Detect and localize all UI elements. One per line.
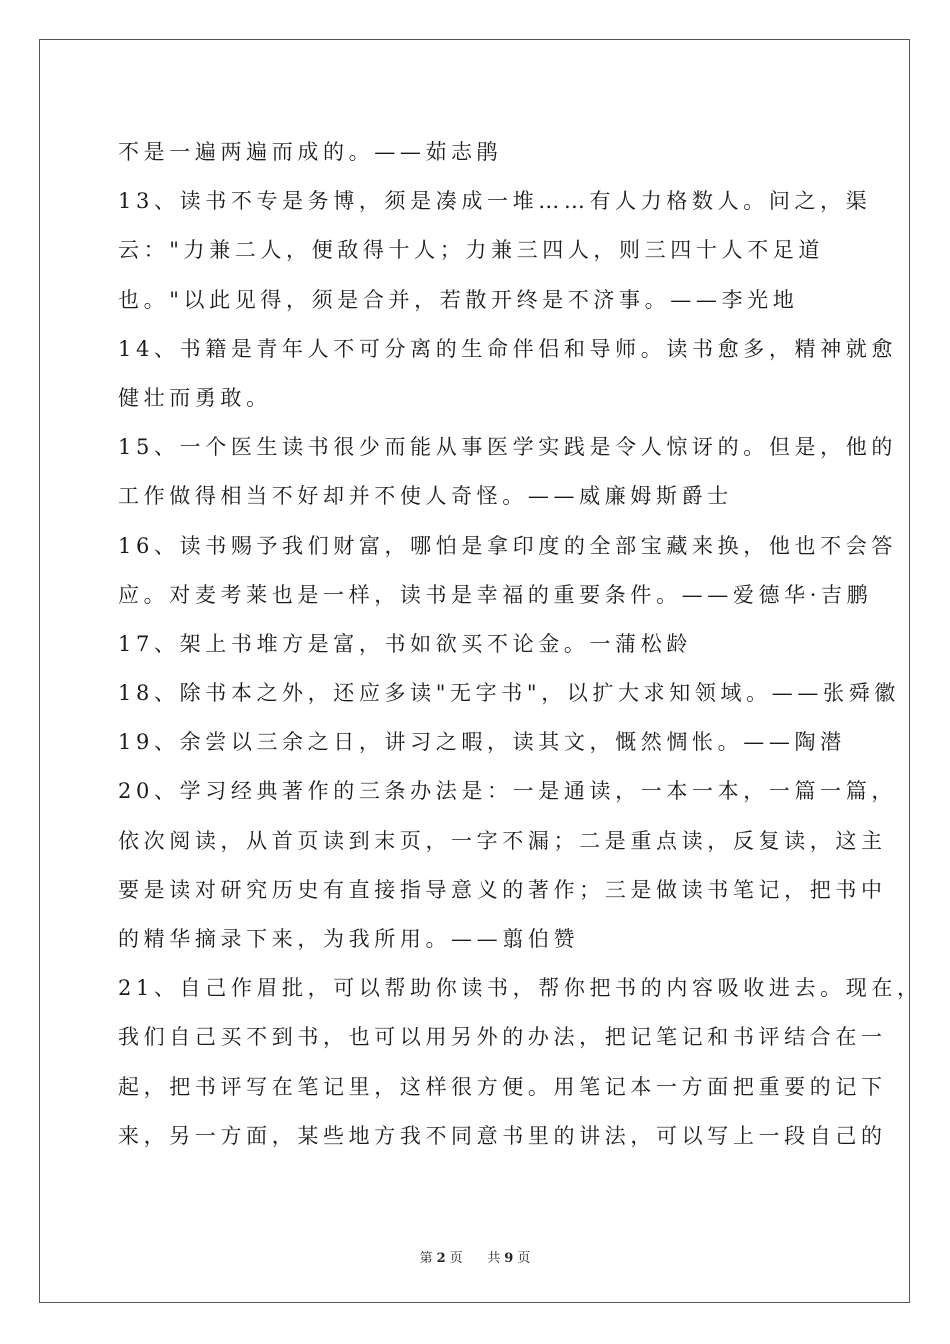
page-suffix: 页 [449,1251,463,1266]
text-line: 21、自己作眉批，可以帮助你读书，帮你把书的内容吸收进去。现在， [118,976,923,1001]
text-line: 15、一个医生读书很少而能从事医学实践是令人惊讶的。但是，他的 [118,435,897,460]
total-prefix: 共 [487,1251,501,1266]
text-line: 也。"以此见得，须是合并，若散开终是不济事。——李光地 [118,287,799,312]
text-line: 工作做得相当不好却并不使人奇怪。——威廉姆斯爵士 [118,484,733,509]
text-line: 起，把书评写在笔记里，这样很方便。用笔记本一方面把重要的记下 [118,1074,887,1099]
total-suffix: 页 [517,1251,531,1266]
text-line: 云："力兼二人，便敌得十人；力兼三四人，则三四十人不足道 [118,238,825,263]
page-prefix: 第 [419,1251,433,1266]
text-line: 不是一遍两遍而成的。——茹志鹃 [118,140,503,164]
page-footer [0,1247,950,1266]
page-number: 2 [436,1251,446,1266]
text-line: 我们自己买不到书，也可以用另外的办法，把记笔记和书评结合在一 [118,1025,887,1050]
text-line: 依次阅读，从首页读到末页，一字不漏；二是重点读，反复读，这主 [118,828,887,853]
text-line: 20、学习经典著作的三条办法是：一是通读，一本一本，一篇一篇， [118,779,897,804]
document-body [118,128,923,1161]
total-pages-indicator [485,1251,532,1266]
text-line: 18、除书本之外，还应多读"无字书"，以扩大求知领域。——张舜徽 [118,681,900,706]
text-line: 19、余尝以三余之日，讲习之暇，读其文，慨然惆怅。——陶潜 [118,730,846,755]
text-line: 应。对麦考莱也是一样，读书是幸福的重要条件。——爱德华·吉鹏 [118,582,873,607]
total-pages: 9 [504,1251,514,1266]
page-indicator [418,1251,465,1266]
text-line: 来，另一方面，某些地方我不同意书里的讲法，可以写上一段自己的 [118,1123,887,1148]
text-line: 13、读书不专是务博，须是凑成一堆……有人力格数人。问之，渠 [118,189,872,214]
text-line: 的精华摘录下来，为我所用。——翦伯赞 [118,927,580,951]
text-line: 14、书籍是青年人不可分离的生命伴侣和导师。读书愈多，精神就愈 [118,336,897,361]
text-line: 16、读书赐予我们财富，哪怕是拿印度的全部宝藏来换，他也不会答 [118,533,897,558]
text-line: 健壮而勇敢。 [118,385,272,410]
text-line: 17、架上书堆方是富，书如欲买不论金。一蒲松龄 [118,631,692,656]
text-line: 要是读对研究历史有直接指导意义的著作；三是做读书笔记，把书中 [118,877,887,902]
